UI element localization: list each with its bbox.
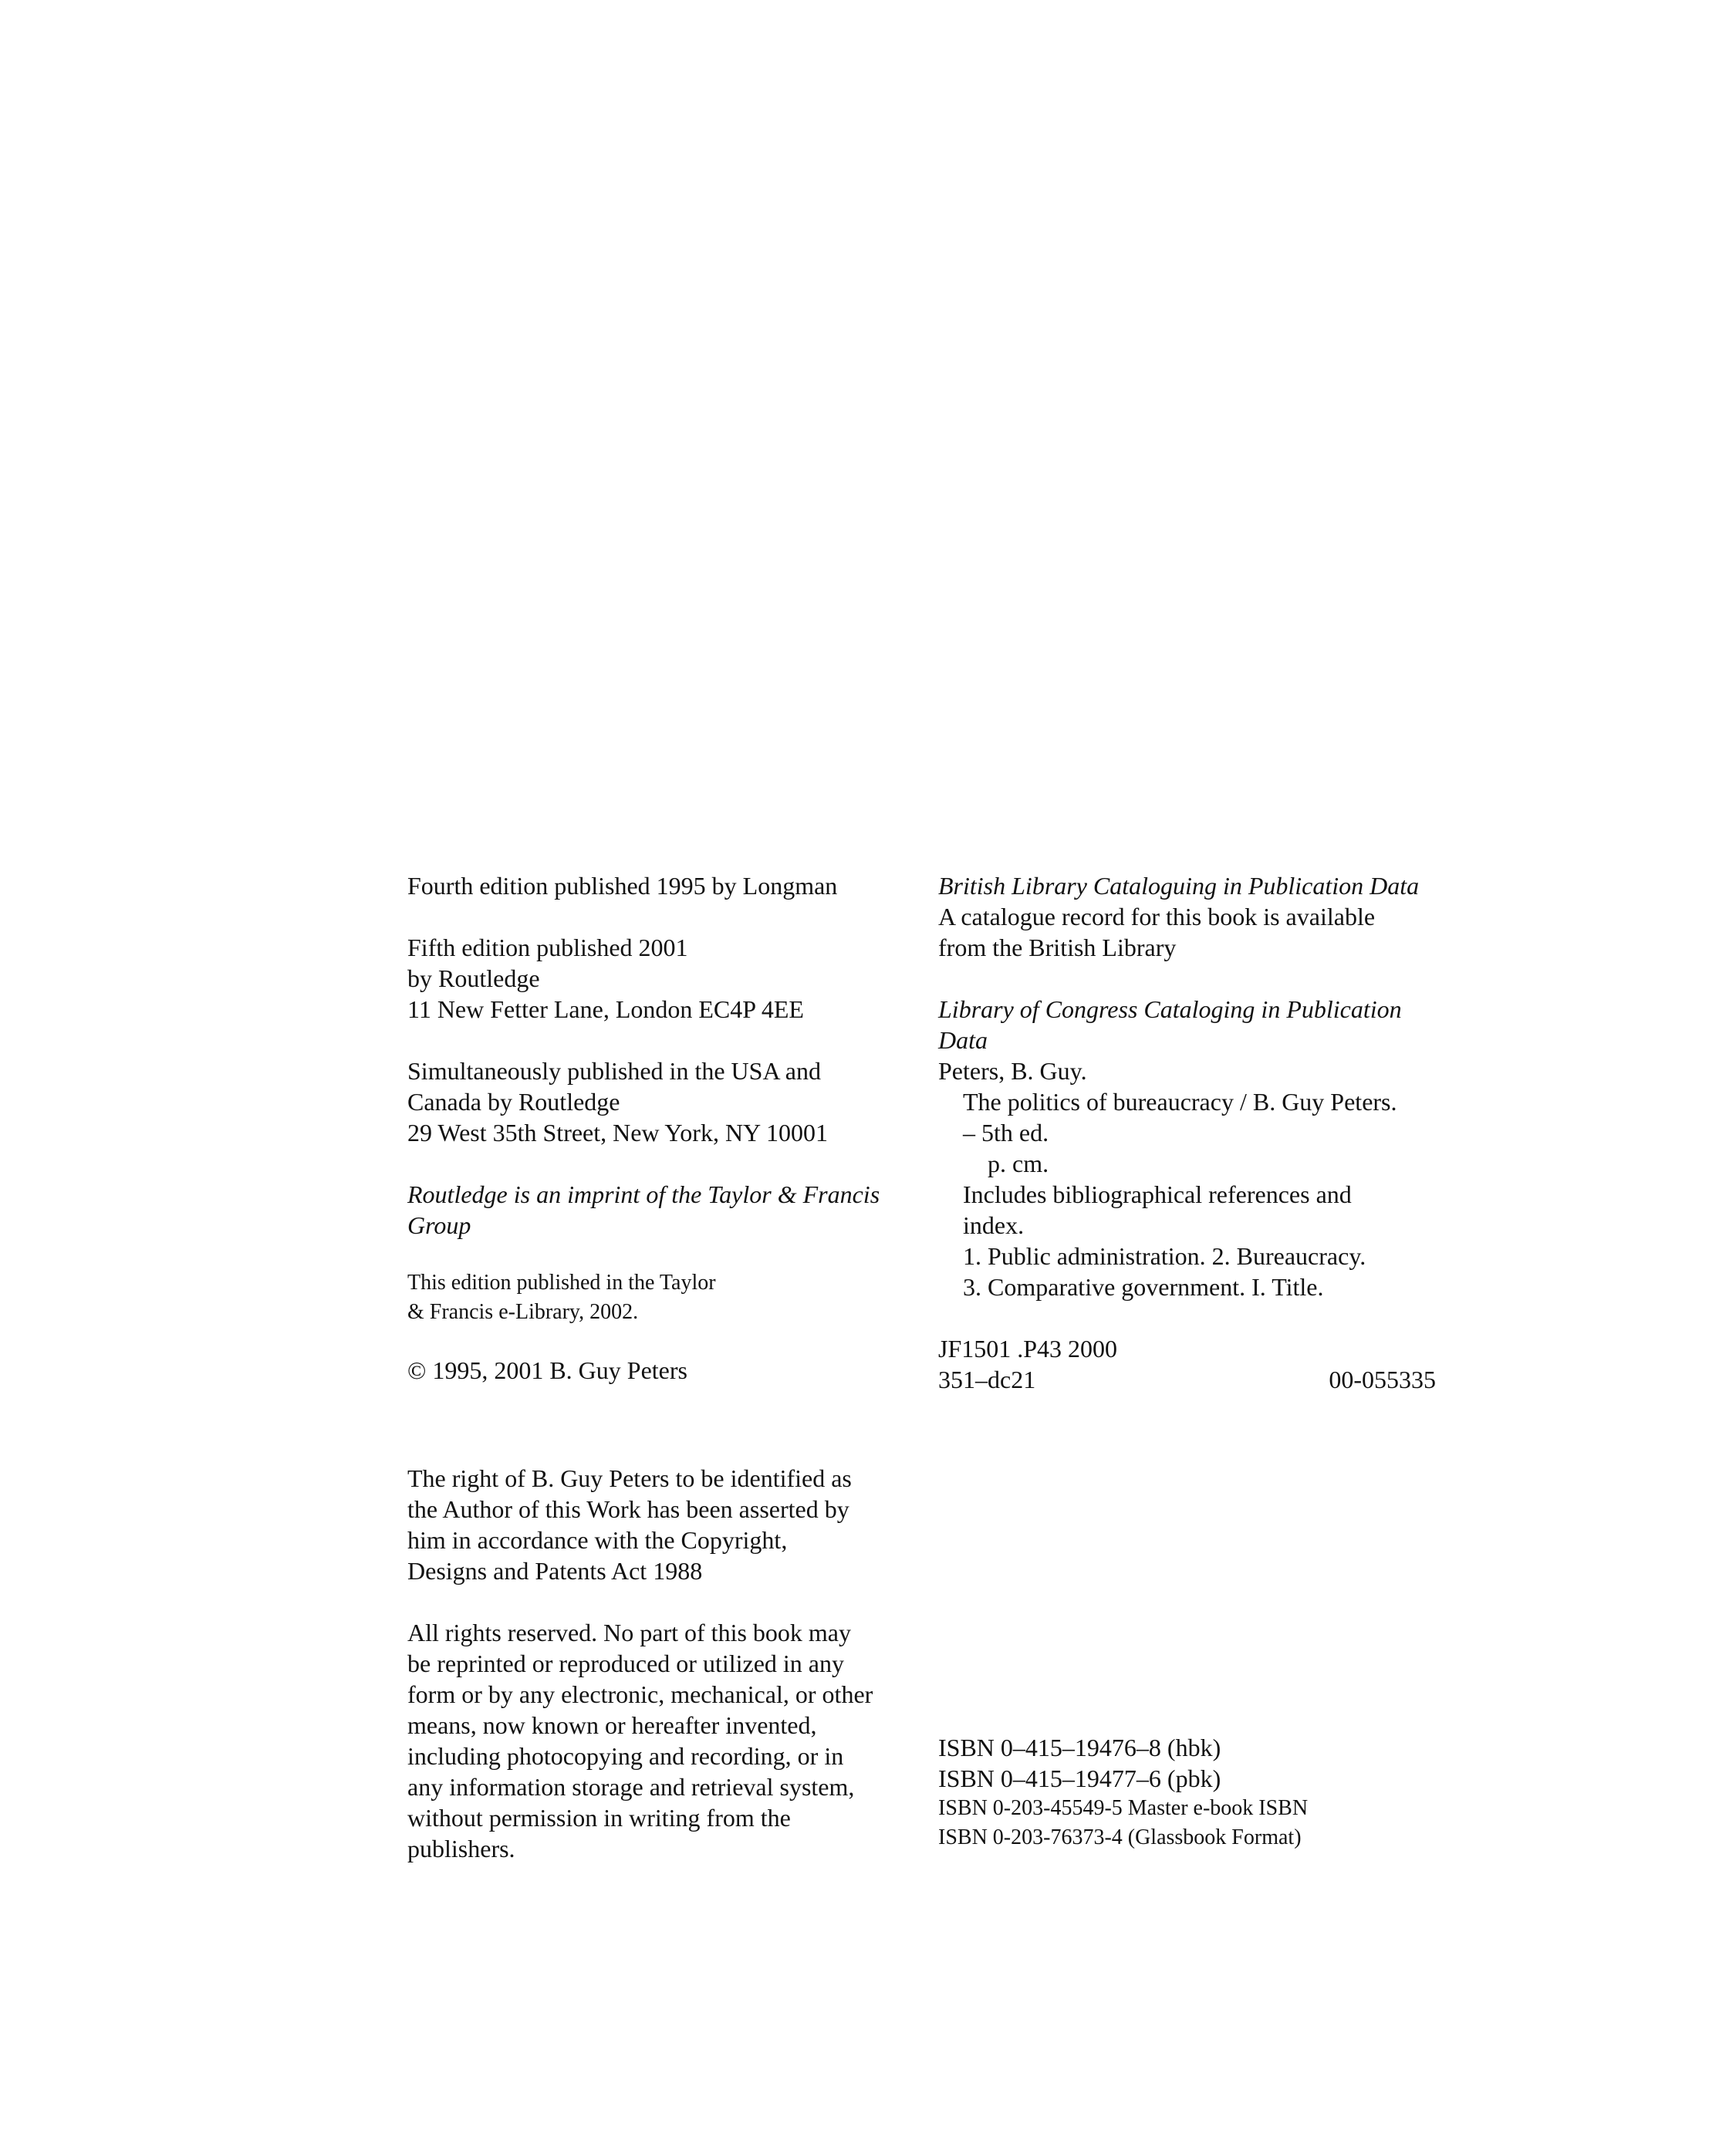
- lccn-number: 00-055335: [1329, 1366, 1436, 1393]
- all-rights-line-7: without permission in writing from the: [407, 1804, 791, 1832]
- imprint-line-1: Routledge is an imprint of the Taylor & Francis: [407, 1180, 880, 1208]
- fifth-edition-line: Fifth edition published 2001: [407, 934, 688, 961]
- dewey-number: 351–dc21: [938, 1366, 1036, 1393]
- cataloguing-column: [938, 870, 1436, 1395]
- copyright-note: [407, 1355, 909, 1386]
- fourth-edition-line: Fourth edition published 1995 by Longman: [407, 872, 838, 900]
- library-of-congress-data: [938, 994, 1436, 1302]
- isbn-column: [938, 1732, 1436, 1852]
- edition-info-column: [407, 870, 909, 1386]
- us-publication-line: Simultaneously published in the USA and: [407, 1057, 821, 1085]
- all-rights-reserved-note: [407, 1617, 909, 1864]
- us-publication-publisher: Canada by Routledge: [407, 1088, 620, 1116]
- moral-rights-line-1: The right of B. Guy Peters to be identified as: [407, 1464, 852, 1492]
- dewey-lccn-row: [938, 1364, 1436, 1395]
- british-library-data: [938, 870, 1436, 963]
- isbn-hardback: ISBN 0–415–19476–8 (hbk): [938, 1734, 1221, 1761]
- loc-subjects-2: 3. Comparative government. I. Title.: [963, 1273, 1324, 1301]
- all-rights-line-8: publishers.: [407, 1835, 515, 1862]
- loc-pages: p. cm.: [988, 1150, 1049, 1177]
- british-library-heading: British Library Cataloguing in Publication Data: [938, 872, 1420, 900]
- fifth-edition-note: [407, 932, 909, 1025]
- elibrary-line-2: & Francis e-Library, 2002.: [407, 1300, 639, 1324]
- fifth-edition-publisher: by Routledge: [407, 964, 540, 992]
- imprint-note: [407, 1179, 909, 1241]
- moral-rights-line-3: him in accordance with the Copyright,: [407, 1526, 788, 1554]
- moral-rights-line-2: the Author of this Work has been asserted by: [407, 1495, 849, 1523]
- loc-includes-2: index.: [963, 1211, 1025, 1239]
- all-rights-line-3: form or by any electronic, mechanical, or other: [407, 1680, 873, 1708]
- loc-heading-2: Data: [938, 1026, 988, 1054]
- fifth-edition-address: 11 New Fetter Lane, London EC4P 4EE: [407, 995, 804, 1023]
- loc-author: Peters, B. Guy.: [938, 1057, 1087, 1085]
- copyright-line: © 1995, 2001 B. Guy Peters: [407, 1356, 687, 1384]
- all-rights-line-1: All rights reserved. No part of this book may: [407, 1619, 851, 1646]
- classification-data: [938, 1333, 1436, 1395]
- loc-edition: – 5th ed.: [963, 1119, 1049, 1146]
- all-rights-line-4: means, now known or hereafter invented,: [407, 1711, 817, 1739]
- isbn-paperback: ISBN 0–415–19477–6 (pbk): [938, 1764, 1221, 1792]
- us-publication-note: [407, 1055, 909, 1148]
- moral-rights-line-4: Designs and Patents Act 1988: [407, 1557, 703, 1585]
- british-library-text-2: from the British Library: [938, 934, 1177, 961]
- call-number: JF1501 .P43 2000: [938, 1335, 1118, 1363]
- us-publication-address: 29 West 35th Street, New York, NY 10001: [407, 1119, 828, 1146]
- loc-title: The politics of bureaucracy / B. Guy Peters.: [963, 1088, 1397, 1116]
- elibrary-line-1: This edition published in the Taylor: [407, 1271, 716, 1295]
- loc-subjects-1: 1. Public administration. 2. Bureaucracy.: [963, 1242, 1366, 1270]
- moral-rights-note: [407, 1463, 909, 1586]
- isbn-master-ebook: ISBN 0-203-45549-5 Master e-book ISBN: [938, 1796, 1309, 1820]
- elibrary-note: [407, 1268, 909, 1327]
- loc-includes-1: Includes bibliographical references and: [963, 1180, 1352, 1208]
- fourth-edition-note: [407, 870, 909, 901]
- rights-column: [407, 1463, 909, 1864]
- imprint-line-2: Group: [407, 1211, 471, 1239]
- isbn-glassbook: ISBN 0-203-76373-4 (Glassbook Format): [938, 1825, 1302, 1849]
- all-rights-line-6: any information storage and retrieval system,: [407, 1773, 855, 1801]
- all-rights-line-2: be reprinted or reproduced or utilized in any: [407, 1650, 844, 1677]
- british-library-text-1: A catalogue record for this book is available: [938, 903, 1376, 930]
- loc-heading-1: Library of Congress Cataloging in Publication: [938, 995, 1402, 1023]
- all-rights-line-5: including photocopying and recording, or in: [407, 1742, 844, 1770]
